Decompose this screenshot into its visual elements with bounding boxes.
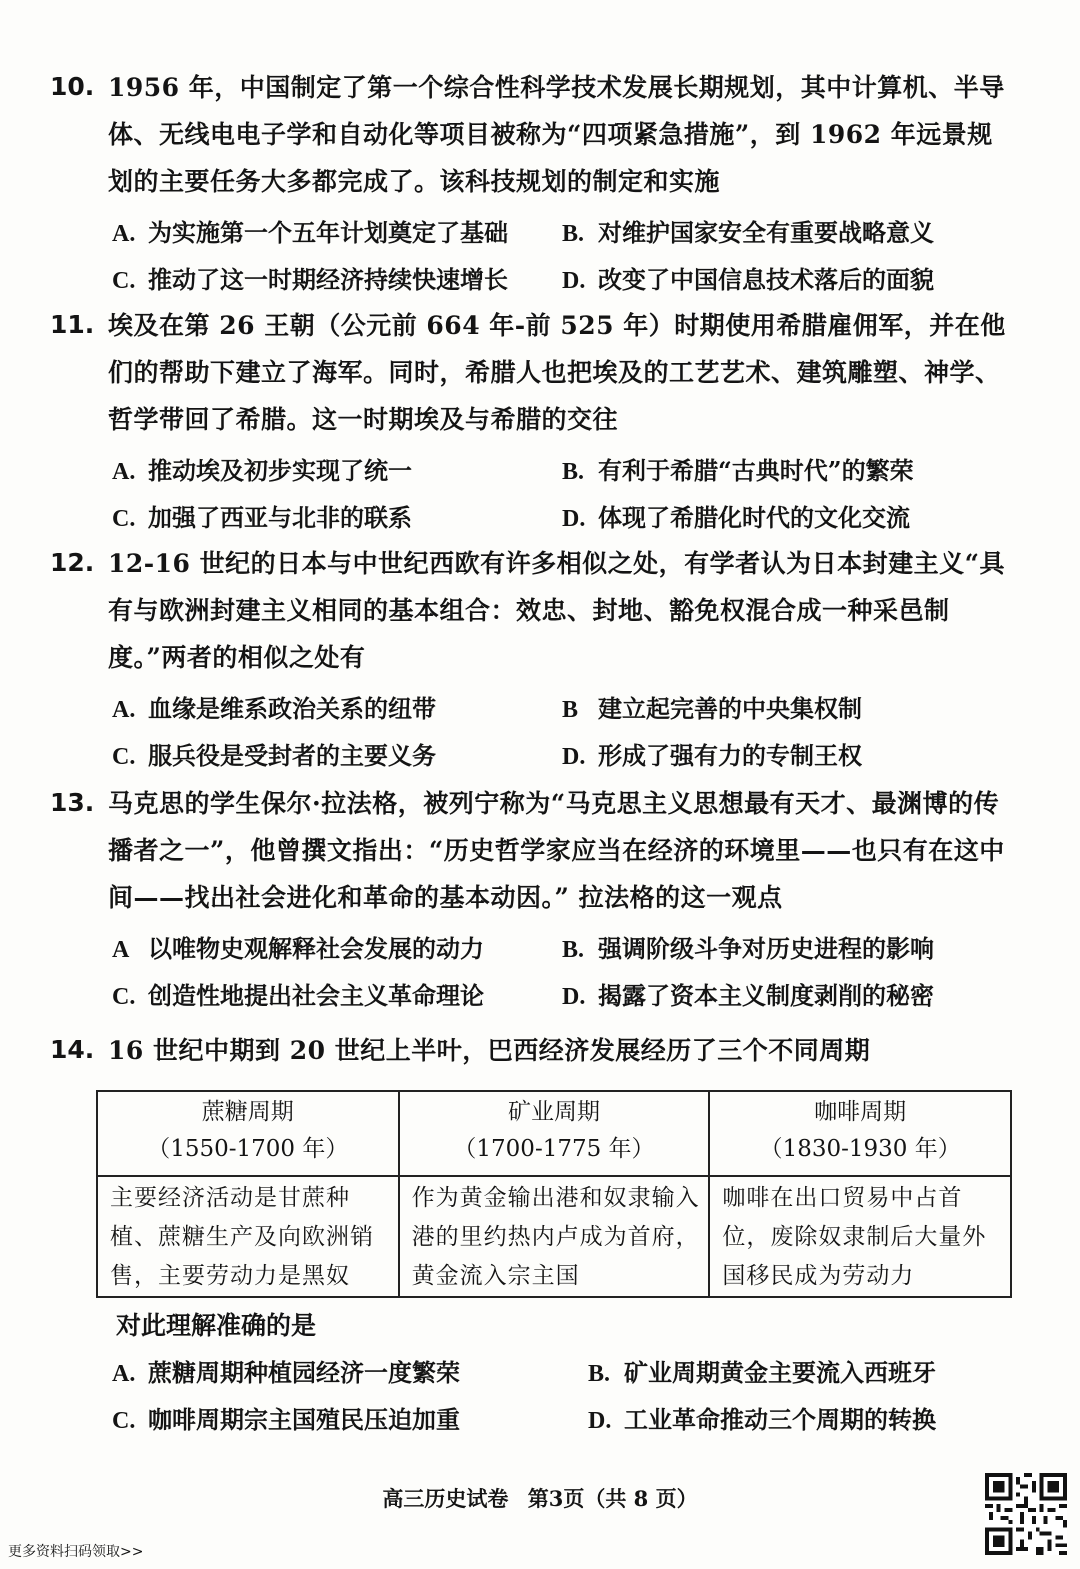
option-b[interactable]: B. 有利于希腊“古典时代”的繁荣 (562, 456, 914, 485)
option-d[interactable]: D. 体现了希腊化时代的文化交流 (562, 503, 910, 532)
exam-title: 高三历史试卷 (382, 1486, 509, 1511)
option-a[interactable]: A. 推动埃及初步实现了统一 (112, 456, 412, 485)
option-d[interactable]: D. 揭露了资本主义制度剥削的秘密 (562, 981, 934, 1010)
table-header-cell: 蔗糖周期 （1550-1700 年） (97, 1091, 399, 1176)
option-c[interactable]: C. 咖啡周期宗主国殖民压迫加重 (112, 1405, 460, 1434)
option-c[interactable]: C. 推动了这一时期经济持续快速增长 (112, 265, 508, 294)
option-a[interactable]: A. 蔗糖周期种植园经济一度繁荣 (112, 1358, 460, 1387)
options (112, 445, 1010, 539)
question-number: 14. (50, 1035, 95, 1064)
question-14-options (50, 1345, 1010, 1441)
option-a[interactable]: A 以唯物史观解释社会发展的动力 (112, 934, 484, 963)
question-11 (50, 302, 1010, 539)
table-header-cell: 矿业周期 （1700-1775 年） (399, 1091, 710, 1176)
options (112, 1347, 1010, 1441)
options (112, 923, 1010, 1017)
question-number: 11. (50, 310, 95, 339)
option-c[interactable]: C. 加强了西亚与北非的联系 (112, 503, 412, 532)
question-number: 10. (50, 72, 95, 101)
table-row (97, 1176, 1011, 1297)
page-number: 第3页（共 8 页） (527, 1486, 698, 1511)
table-cell: 主要经济活动是甘蔗种植、蔗糖生产及向欧洲销售，主要劳动力是黑奴 (97, 1176, 399, 1297)
options (112, 683, 1010, 777)
question-prompt: 对此理解准确的是 (116, 1311, 317, 1340)
more-resources-link[interactable]: 更多资料扫码领取>> (8, 1544, 144, 1560)
question-12 (50, 540, 1010, 777)
table-header-row (97, 1091, 1011, 1176)
question-10 (50, 64, 1010, 301)
option-d[interactable]: D. 工业革命推动三个周期的转换 (588, 1405, 936, 1434)
question-number: 12. (50, 548, 95, 577)
option-c[interactable]: C. 创造性地提出社会主义革命理论 (112, 981, 484, 1010)
question-13 (50, 780, 1010, 1017)
question-stem: 16 世纪中期到 20 世纪上半叶，巴西经济发展经历了三个不同周期 (108, 1036, 871, 1065)
option-d[interactable]: D. 形成了强有力的专制王权 (562, 741, 862, 770)
question-stem: 12-16 世纪的日本与中世纪西欧有许多相似之处，有学者认为日本封建主义“具有与欧洲封建主义相同的基本组合：效忠、封地、豁免权混合成一种采邑制度。”两者的相似之处有 (108, 549, 1006, 672)
option-a[interactable]: A. 血缘是维系政治关系的纽带 (112, 694, 436, 723)
option-a[interactable]: A. 为实施第一个五年计划奠定了基础 (112, 218, 508, 247)
option-b[interactable]: B. 矿业周期黄金主要流入西班牙 (588, 1358, 936, 1387)
question-number: 13. (50, 788, 95, 817)
qr-code-icon[interactable] (985, 1473, 1067, 1555)
question-stem: 1956 年，中国制定了第一个综合性科学技术发展长期规划，其中计算机、半导体、无线电电子学和自动化等项目被称为“四项紧急措施”，到 1962 年远景规划的主要任务大多都完成了。该科技规划的制定和实施 (108, 73, 1005, 196)
question-stem: 埃及在第 26 王朝（公元前 664 年-前 525 年）时期使用希腊雇佣军，并在他们的帮助下建立了海军。同时，希腊人也把埃及的工艺艺术、建筑雕塑、神学、哲学带回了希腊。这一时期埃及与希腊的交往 (108, 311, 1006, 434)
table-cell: 作为黄金输出港和奴隶输入港的里约热内卢成为首府，黄金流入宗主国 (399, 1176, 710, 1297)
question-stem: 马克思的学生保尔·拉法格，被列宁称为“马克思主义思想最有天才、最渊博的传播者之一”，他曾撰文指出：“历史哲学家应当在经济的环境里——也只有在这中间——找出社会进化和革命的基本动因。” 拉法格的这一观点 (108, 789, 1005, 912)
brazil-cycles-table (96, 1090, 1012, 1298)
option-b[interactable]: B. 对维护国家安全有重要战略意义 (562, 218, 934, 247)
table-cell: 咖啡在出口贸易中占首位，废除奴隶制后大量外国移民成为劳动力 (709, 1176, 1011, 1297)
question-14 (50, 1027, 1010, 1074)
option-c[interactable]: C. 服兵役是受封者的主要义务 (112, 741, 436, 770)
option-d[interactable]: D. 改变了中国信息技术落后的面貌 (562, 265, 934, 294)
options (112, 207, 1010, 301)
page-footer (0, 1483, 1080, 1513)
option-b[interactable]: B. 强调阶级斗争对历史进程的影响 (562, 934, 934, 963)
table-header-cell: 咖啡周期 （1830-1930 年） (709, 1091, 1011, 1176)
option-b[interactable]: B 建立起完善的中央集权制 (562, 694, 862, 723)
